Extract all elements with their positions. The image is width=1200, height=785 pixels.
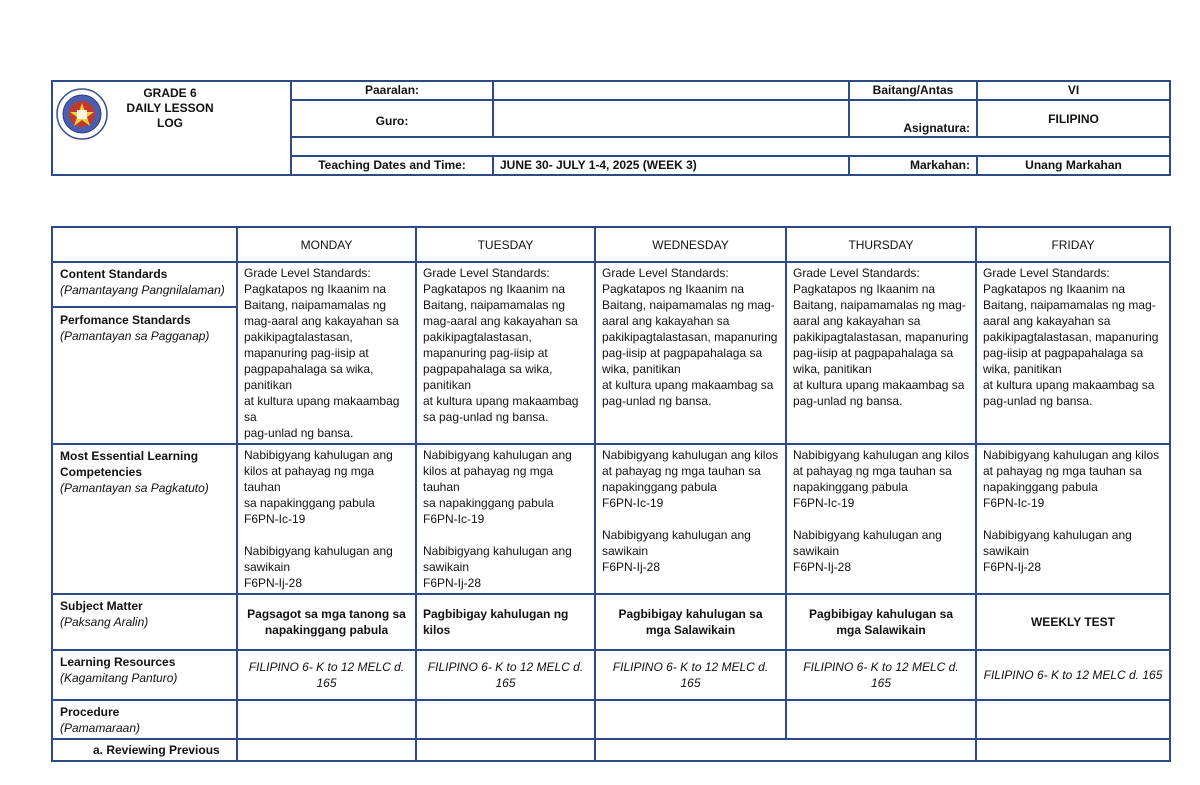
day-header-wednesday: WEDNESDAY bbox=[595, 227, 786, 262]
standards-text: Grade Level Standards: Pagkatapos ng Ikaanim na Baitang, naipamamalas ng mag- aaral ang kakayahan sa pakikipagtalastasan, mapanuring pag-iisip at pagpapahalaga sa wika, panitikan at kultura upang makaambag sa pag-unlad ng bansa. bbox=[793, 266, 969, 408]
performance-standards-sub: (Pamantayan sa Pagganap) bbox=[60, 329, 210, 343]
subject-matter-monday bbox=[237, 594, 416, 650]
content-standards-sub: (Pamantayang Pangnilalaman) bbox=[60, 283, 225, 297]
melc-competency-text: Nabibigyang kahulugan ang kilos at pahayag ng mga tauhan sa napakinggang pabula F6PN-Ic-19 bbox=[793, 448, 970, 510]
melc-row bbox=[52, 444, 1170, 594]
reviewing-wed-thu bbox=[595, 739, 976, 761]
corner-cell bbox=[52, 227, 237, 262]
procedure-thursday bbox=[786, 700, 976, 739]
resources-label-cell bbox=[52, 650, 237, 700]
resources-monday bbox=[237, 650, 416, 700]
subject-matter-text: Pagbibigay kahulugan sa mga Salawikain bbox=[808, 607, 954, 637]
log-title: DAILY LESSON LOG bbox=[126, 101, 214, 130]
header-table bbox=[51, 80, 1171, 176]
procedure-friday bbox=[976, 700, 1170, 739]
reviewing-row bbox=[52, 739, 1170, 761]
subject-matter-wednesday bbox=[595, 594, 786, 650]
day-header-tuesday: TUESDAY bbox=[416, 227, 595, 262]
quarter-value: Unang Markahan bbox=[977, 156, 1170, 175]
subject-matter-friday bbox=[976, 594, 1170, 650]
resource-text: FILIPINO 6- K to 12 MELC d. 165 bbox=[248, 660, 405, 690]
standards-monday bbox=[237, 262, 416, 444]
standards-text: Grade Level Standards: Pagkatapos ng Ikaanim na Baitang, naipamamalas ng mag- aaral ang kakayahan sa pakikipagtalastasan, mapanuring pag-iisip at pagpapahalaga sa wika, panitikan at kultura upang makaambag sa pag-unlad ng bansa. bbox=[983, 266, 1159, 408]
procedure-tuesday bbox=[416, 700, 595, 739]
melc-label: Most Essential Learning Competencies bbox=[60, 449, 199, 479]
subject-label: Asignatura: bbox=[849, 100, 977, 136]
melc-monday bbox=[237, 444, 416, 594]
melc-thursday bbox=[786, 444, 976, 594]
procedure-row bbox=[52, 700, 1170, 739]
school-label: Paaralan: bbox=[291, 81, 493, 100]
standards-tuesday bbox=[416, 262, 595, 444]
day-header-friday: FRIDAY bbox=[976, 227, 1170, 262]
procedure-label-cell bbox=[52, 700, 237, 739]
melc-competency-text: Nabibigyang kahulugan ang sawikain F6PN-Ij-28 bbox=[983, 528, 1132, 574]
melc-wednesday bbox=[595, 444, 786, 594]
reviewing-monday bbox=[237, 739, 416, 761]
resources-thursday bbox=[786, 650, 976, 700]
melc-competency-text: Nabibigyang kahulugan ang sawikain F6PN-Ij-28 bbox=[793, 528, 942, 574]
standards-thursday bbox=[786, 262, 976, 444]
procedure-sub: (Pamamaraan) bbox=[60, 721, 141, 735]
procedure-monday bbox=[237, 700, 416, 739]
level-value: VI bbox=[977, 81, 1170, 100]
teacher-label: Guro: bbox=[291, 100, 493, 136]
quarter-label: Markahan: bbox=[849, 156, 977, 175]
melc-competency-text: Nabibigyang kahulugan ang kilos at pahayag ng mga tauhan sa napakinggang pabula F6PN-Ic-19 bbox=[423, 448, 572, 526]
resources-tuesday bbox=[416, 650, 595, 700]
day-header-thursday: THURSDAY bbox=[786, 227, 976, 262]
resources-label: Learning Resources bbox=[60, 655, 176, 669]
resources-row bbox=[52, 650, 1170, 700]
grade-title: GRADE 6 bbox=[143, 86, 197, 100]
subject-matter-thursday bbox=[786, 594, 976, 650]
level-label: Baitang/Antas bbox=[849, 81, 977, 100]
procedure-label: Procedure bbox=[60, 705, 120, 719]
melc-competency-text: Nabibigyang kahulugan ang kilos at pahayag ng mga tauhan sa napakinggang pabula F6PN-Ic-19 bbox=[244, 448, 393, 526]
melc-competency-text: Nabibigyang kahulugan ang sawikain F6PN-Ij-28 bbox=[602, 528, 751, 574]
day-header-monday: MONDAY bbox=[237, 227, 416, 262]
day-header-row bbox=[52, 227, 1170, 262]
melc-friday bbox=[976, 444, 1170, 594]
teacher-value[interactable] bbox=[493, 100, 849, 136]
weekly-test-text: WEEKLY TEST bbox=[1030, 615, 1116, 629]
grade-block-cell bbox=[52, 81, 291, 175]
resource-text: FILIPINO 6- K to 12 MELC d. 165 bbox=[983, 668, 1163, 682]
resource-text: FILIPINO 6- K to 12 MELC d. 165 bbox=[612, 660, 769, 690]
content-standards-label: Content Standards bbox=[60, 267, 168, 281]
subject-matter-tuesday bbox=[416, 594, 595, 650]
melc-competency-text: Nabibigyang kahulugan ang sawikain F6PN-Ij-28 bbox=[423, 544, 572, 590]
subject-matter-label-cell bbox=[52, 594, 237, 650]
resource-text: FILIPINO 6- K to 12 MELC d. 165 bbox=[803, 660, 959, 690]
header-spacer-row bbox=[291, 137, 1170, 156]
dates-value: JUNE 30- JULY 1-4, 2025 (WEEK 3) bbox=[493, 156, 849, 175]
standards-text: Grade Level Standards: Pagkatapos ng Ikaanim na Baitang, naipamamalas ng mag- aaral ang kakayahan sa pakikipagtalastasan, mapanuring pag-iisip at pagpapahalaga sa wika, panitikan at kultura upang makaambag sa pag-unlad ng bansa. bbox=[602, 266, 778, 408]
reviewing-label: a. Reviewing Previous bbox=[52, 739, 237, 761]
standards-wednesday bbox=[595, 262, 786, 444]
standards-text: Grade Level Standards: Pagkatapos ng Ikaanim na Baitang, naipamamalas ng mag-aaral ang kakayahan sa pakikipagtalastasan, mapanuring pag-iisip at pagpapahalaga sa wika, panitikan at kultura upang makaambag sa pag-unlad ng bansa. bbox=[423, 266, 579, 424]
subject-matter-text: Pagbibigay kahulugan sa mga Salawikain bbox=[618, 607, 763, 637]
resource-text: FILIPINO 6- K to 12 MELC d. 165 bbox=[427, 660, 584, 690]
standards-row bbox=[52, 262, 1170, 444]
procedure-wednesday bbox=[595, 700, 786, 739]
subject-value: FILIPINO bbox=[977, 100, 1170, 136]
subject-matter-label: Subject Matter bbox=[60, 599, 143, 613]
deped-seal-icon bbox=[56, 88, 108, 140]
melc-competency-text: Nabibigyang kahulugan ang sawikain F6PN-Ij-28 bbox=[244, 544, 393, 590]
resources-sub: (Kagamitang Panturo) bbox=[60, 671, 178, 685]
standards-text: Grade Level Standards: Pagkatapos ng Ikaanim na Baitang, naipamamalas ng mag-aaral ang kakayahan sa pakikipagtalastasan, mapanuring pag-iisip at pagpapahalaga sa wika, panitikan at kultura upang makaambag sa pag-unlad ng bansa. bbox=[244, 266, 400, 440]
melc-competency-text: Nabibigyang kahulugan ang kilos at pahayag ng mga tauhan sa napakinggang pabula F6PN-Ic-19 bbox=[983, 448, 1160, 510]
performance-standards-label: Perfomance Standards bbox=[60, 313, 191, 327]
melc-tuesday bbox=[416, 444, 595, 594]
standards-label-cell bbox=[52, 262, 237, 444]
subject-matter-row bbox=[52, 594, 1170, 650]
subject-matter-sub: (Paksang Aralin) bbox=[60, 615, 149, 629]
subject-matter-text: Pagbibigay kahulugan ng kilos bbox=[423, 607, 569, 637]
resources-wednesday bbox=[595, 650, 786, 700]
subject-matter-text: Pagsagot sa mga tanong sa napakinggang pabula bbox=[247, 607, 406, 637]
dates-label: Teaching Dates and Time: bbox=[291, 156, 493, 175]
school-value[interactable] bbox=[493, 81, 849, 100]
reviewing-friday bbox=[976, 739, 1170, 761]
melc-sub: (Pamantayan sa Pagkatuto) bbox=[60, 481, 209, 495]
standards-friday bbox=[976, 262, 1170, 444]
melc-label-cell bbox=[52, 444, 237, 594]
resources-friday bbox=[976, 650, 1170, 700]
melc-competency-text: Nabibigyang kahulugan ang kilos at pahayag ng mga tauhan sa napakinggang pabula F6PN-Ic-19 bbox=[602, 448, 779, 510]
lesson-table bbox=[51, 226, 1171, 762]
reviewing-tuesday bbox=[416, 739, 595, 761]
